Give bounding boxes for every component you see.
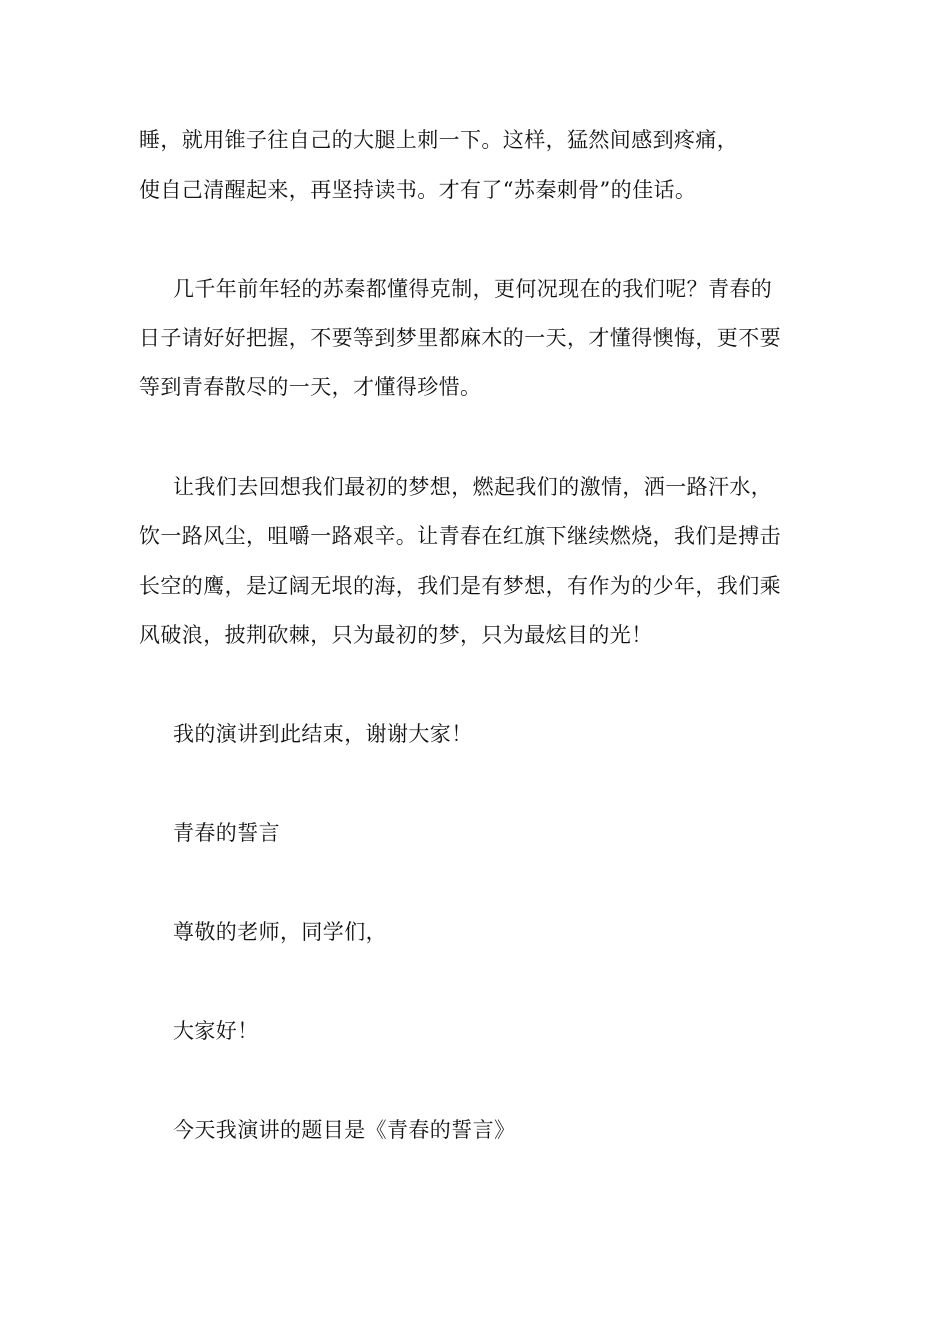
speech-title: 青春的誓言	[173, 821, 280, 845]
paragraph-line: 睡，就用锥子往自己的大腿上刺一下。这样，猛然间感到疼痛，	[139, 128, 739, 152]
paragraph-line: 日子请好好把握，不要等到梦里都麻木的一天，才懂得懊悔，更不要	[139, 326, 781, 350]
paragraph-line: 等到青春散尽的一天，才懂得珍惜。	[139, 375, 482, 399]
paragraph-line: 饮一路风尘，咀嚼一路艰辛。让青春在红旗下继续燃烧，我们是搏击	[139, 524, 781, 548]
paragraph-line: 长空的鹰，是辽阔无垠的海，我们是有梦想，有作为的少年，我们乘	[139, 574, 781, 598]
closing-line: 我的演讲到此结束，谢谢大家！	[173, 722, 473, 746]
paragraph-line: 使自己清醒起来，再坚持读书。才有了“苏秦刺骨”的佳话。	[139, 178, 697, 202]
topic-line: 今天我演讲的题目是《青春的誓言》	[173, 1118, 516, 1142]
paragraph-line: 风破浪，披荆砍棘，只为最初的梦，只为最炫目的光！	[139, 623, 653, 647]
paragraph-line: 让我们去回想我们最初的梦想，燃起我们的激情，洒一路汗水，	[173, 475, 773, 499]
greeting-line: 尊敬的老师，同学们，	[173, 920, 387, 944]
paragraph-line: 几千年前年轻的苏秦都懂得克制，更何况现在的我们呢？青春的	[173, 277, 773, 301]
greeting-line: 大家好！	[173, 1019, 259, 1043]
